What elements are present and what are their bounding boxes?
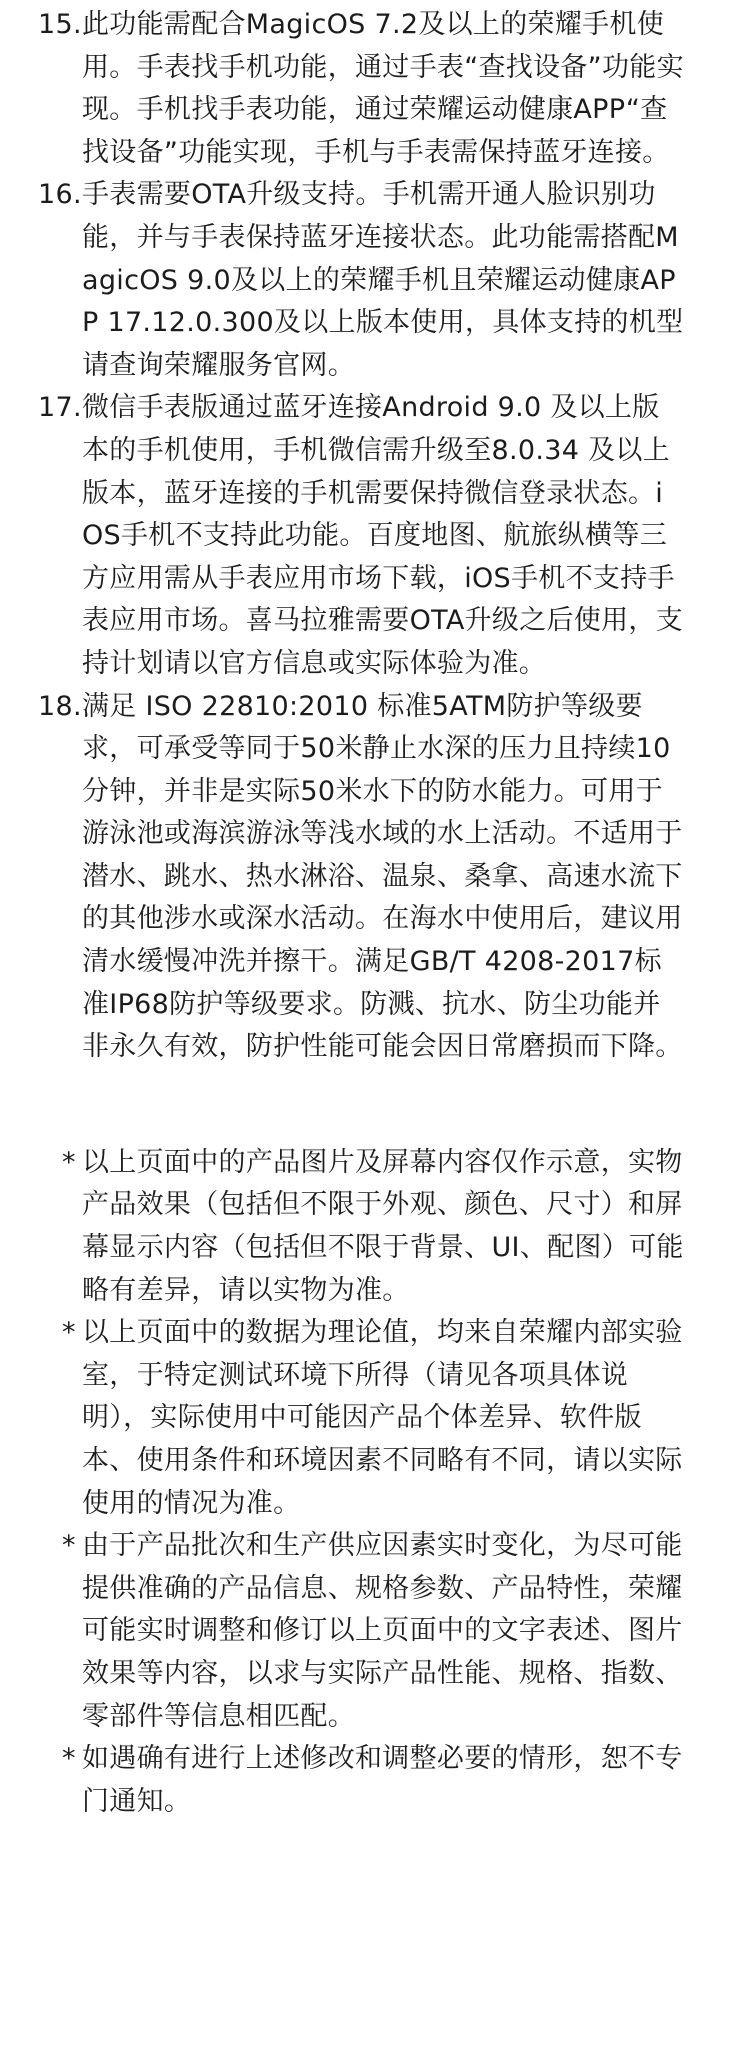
asterisk-marker: *: [62, 1743, 76, 1775]
numbered-note-17: [0, 387, 750, 685]
numbered-note-18: [0, 686, 750, 1069]
asterisk-marker: *: [62, 1146, 76, 1178]
disclaimer-no-notice: [0, 1738, 750, 1823]
section-spacer: [0, 1069, 750, 1142]
note-number: 18.: [38, 690, 82, 722]
disclaimer-text: 由于产品批次和生产供应因素实时变化，为尽可能提供准确的产品信息、规格参数、产品特性，荣耀可能实时调整和修订以上页面中的文字表述、图片效果等内容，以求与实际产品性能、规格、指数、零部件等信息相匹配。: [82, 1530, 683, 1732]
asterisk-marker: *: [62, 1317, 76, 1349]
note-text: 手表需要OTA升级支持。手机需开通人脸识别功能，并与手表保持蓝牙连接状态。此功能需搭配MagicOS 9.0及以上的荣耀手机且荣耀运动健康APP 17.12.0.300及以上版本使用，具体支持的机型请查询荣耀服务官网。: [82, 179, 684, 381]
note-number: 15.: [38, 9, 82, 40]
note-number: 17.: [38, 392, 82, 424]
note-text: 微信手表版通过蓝牙连接Android 9.0 及以上版本的手机使用，手机微信需升级至8.0.34 及以上版本，蓝牙连接的手机需要保持微信登录状态。iOS手机不支持此功能。百度地图、航旅纵横等三方应用需从手表应用市场下载，iOS手机不支持手表应用市场。喜马拉雅需要OTA升级之后使用，支持计划请以官方信息或实际体验为准。: [82, 392, 684, 679]
disclaimer-text: 以上页面中的数据为理论值，均来自荣耀内部实验室，于特定测试环境下所得（请见各项具体说明），实际使用中可能因产品个体差异、软件版本、使用条件和环境因素不同略有不同，请以实际使用的情况为准。: [82, 1317, 683, 1519]
numbered-note-15: [0, 4, 750, 174]
disclaimer-text: 如遇确有进行上述修改和调整必要的情形，恕不专门通知。: [82, 1743, 683, 1817]
disclaimer-product-images: [0, 1142, 750, 1312]
note-text: 此功能需配合MagicOS 7.2及以上的荣耀手机使用。手表找手机功能，通过手表“查找设备”功能实现。手机找手表功能，通过荣耀运动健康APP“查找设备”功能实现，手机与手表需保持蓝牙连接。: [82, 9, 684, 168]
asterisk-marker: *: [62, 1530, 76, 1562]
disclaimer-theoretical-data: [0, 1312, 750, 1525]
numbered-note-16: [0, 174, 750, 387]
note-number: 16.: [38, 179, 82, 211]
note-text: 满足 ISO 22810:2010 标准5ATM防护等级要求，可承受等同于50米静止水深的压力且持续10分钟，并非是实际50米水下的防水能力。可用于游泳池或海滨游泳等浅水域的水上活动。不适用于潜水、跳水、热水淋浴、温泉、桑拿、高速水流下的其他涉水或深水活动。在海水中使用后，建议用清水缓慢冲洗并擦干。满足GB/T 4208-2017标准IP68防护等级要求。防溅、抗水、防尘功能并非永久有效，防护性能可能会因日常磨损而下降。: [82, 690, 683, 1063]
disclaimer-text: 以上页面中的产品图片及屏幕内容仅作示意，实物产品效果（包括但不限于外观、颜色、尺寸）和屏幕显示内容（包括但不限于背景、UI、配图）可能略有差异，请以实物为准。: [82, 1146, 684, 1306]
disclaimer-realtime-adjustment: [0, 1525, 750, 1738]
